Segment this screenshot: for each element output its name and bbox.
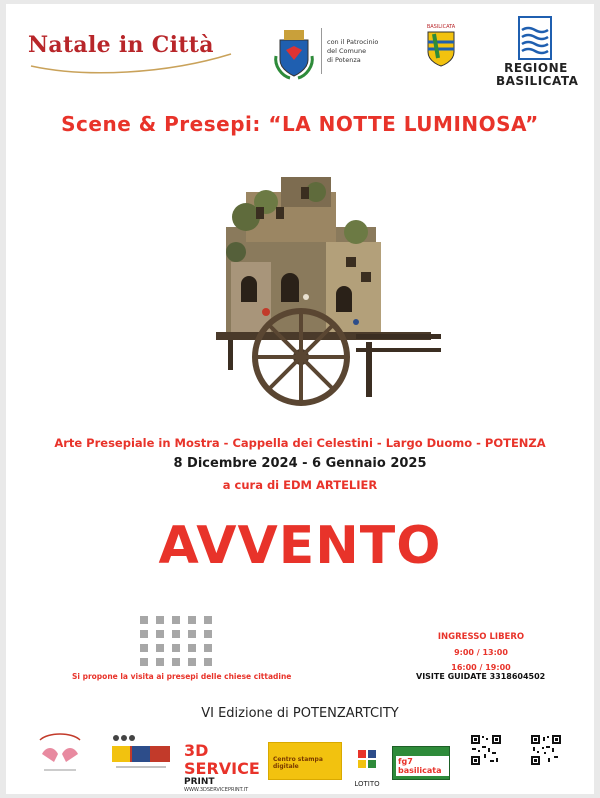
qr-code-icon[interactable] <box>470 734 502 766</box>
avvento-headline: AVVENTO <box>158 516 442 576</box>
service-print-line-b: PRINT <box>184 777 215 787</box>
guided-tours-phone: VISITE GUIDATE 3318604502 <box>416 672 546 681</box>
nativity-cart-image <box>206 172 446 422</box>
basilicata-crest-icon <box>424 22 458 68</box>
edm-artelier-logo-icon <box>32 728 88 776</box>
poster <box>6 4 594 794</box>
event-dates: 8 Dicembre 2024 - 6 Gennaio 2025 <box>173 456 427 471</box>
hours-morning: 9:00 / 13:00 <box>454 648 508 657</box>
natale-in-citta-logo: Natale in Città <box>28 32 214 58</box>
lotito-mark-icon <box>352 748 382 776</box>
3d-service-print-logo <box>184 741 262 793</box>
church-visit-suggestion: Si propone la visita ai presepi delle chiese cittadine <box>72 672 292 681</box>
centro-stampa-logo <box>268 742 342 780</box>
lotito-text: LOTITO <box>354 780 380 788</box>
event-curator: a cura di EDM ARTELIER <box>222 478 378 492</box>
basilicata-crest-label: BASILICATA <box>426 24 456 30</box>
event-location: Arte Presepiale in Mostra - Cappella dei Celestini - Largo Duomo - POTENZA <box>54 436 546 450</box>
patrocinio-text: con il Patrocinio del Comune di Potenza <box>327 38 379 64</box>
edition-text: VI Edizione di POTENZARTCITY <box>201 706 399 721</box>
poster-title: Scene & Presepi: “LA NOTTE LUMINOSA” <box>61 112 539 136</box>
ndi-logo-icon <box>110 734 172 772</box>
regione-basilicata-icon <box>518 16 552 60</box>
header-divider <box>321 28 322 74</box>
hours-afternoon: 16:00 / 19:00 <box>451 663 511 672</box>
service-print-url: WWW.3DSERVICEPRINT.IT <box>184 787 249 793</box>
centro-stampa-text: Centro stampa digitale <box>273 756 323 770</box>
entry-info <box>426 632 536 672</box>
service-print-line-a: 3D SERVICE <box>184 741 260 778</box>
fg7-basilicata-logo <box>392 746 450 780</box>
qr-code-icon[interactable] <box>530 734 562 766</box>
regione-basilicata-text: REGIONE BASILICATA <box>496 61 579 88</box>
entry-label: INGRESSO LIBERO <box>437 632 525 642</box>
fg7-text: fg7 basilicata <box>396 756 449 776</box>
churches-icon-grid <box>136 612 216 670</box>
potenza-crest-icon <box>272 26 316 80</box>
lotito-logo <box>352 748 382 788</box>
